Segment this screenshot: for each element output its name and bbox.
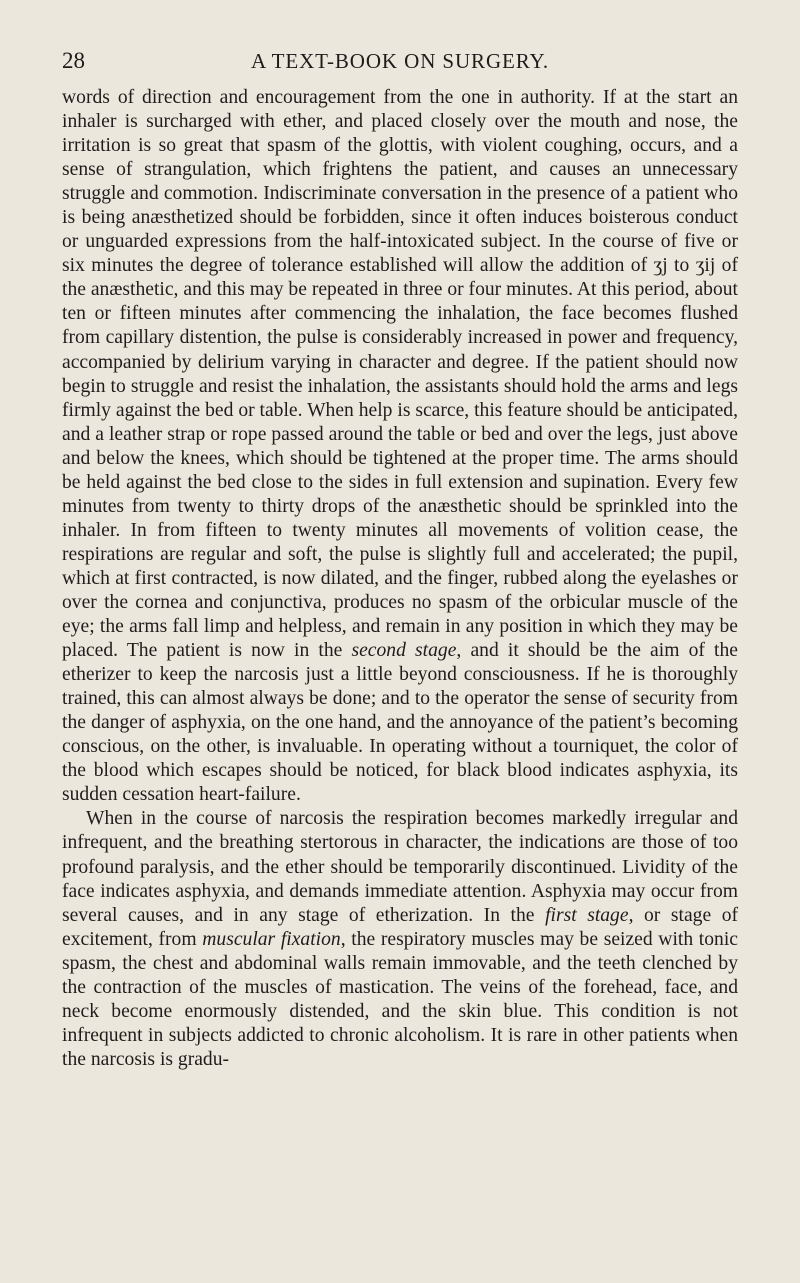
paragraph-1-text-a: words of direction and encouragement from the one in authority. If at the start an inhaler is surcharged with ether, and placed closely over the mouth and nose, the irritation is so great that spasm of the glottis, with violent coughing, occurs, and a sense of strangulation, which frightens the patient, and causes an unnecessary struggle and commotion. Indiscriminate conversation in the presence of a patient who is being anæsthetized should be forbidden, since it often induces boisterous conduct or unguarded expressions from the half-intoxicated subject. In the course of five or six minutes the degree of tolerance established will allow the addition of ʒj to ʒij of the anæsthetic, and this may be repeated in three or four minutes. At this period, about ten or fifteen minutes after commencing the inhalation, the face becomes flushed from capillary distention, the pulse is considerably increased in power and frequency, accompanied by delirium varying in character and degree. If the patient should now begin to struggle and resist the inhalation, the assistants should hold the arms and legs firmly against the bed or table. When help is scarce, this feature should be anticipated, and a leather strap or rope passed around the table or bed and over the legs, just above and below the knees, which should be tightened at the proper time. The arms should be held against the bed close to the sides in full extension and supination. Every few minutes from twenty to thirty drops of the anæsthetic should be sprinkled into the inhaler. In from fifteen to twenty minutes all movements of volition cease, the respirations are regular and soft, the pulse is slightly full and accelerated; the pupil, which at first contracted, is now dilated, and the finger, rubbed along the eyelashes or over the cornea and conjunctiva, produces no spasm of the orbicular muscle of the eye; the arms fall limp and helpless, and remain in any position in which they may be placed. The patient is now in the (62, 87, 738, 662)
running-title: A TEXT-BOOK ON SURGERY. (250, 49, 550, 73)
paragraph-2 (62, 807, 738, 1072)
paragraph-1 (62, 86, 738, 807)
page-header (62, 46, 738, 76)
italic-second-stage: second stage (351, 640, 457, 662)
page-number: 28 (62, 48, 85, 73)
italic-muscular-fixation: muscular fixation (202, 928, 341, 950)
italic-first-stage: first stage (545, 904, 629, 926)
paragraph-1-text-b: , and it should be the aim of the etherizer to keep the narcosis just a little beyond consciousness. If he is thoroughly trained, this can almost always be done; and to the operator the sense of security from the danger of asphyxia, on the one hand, and the annoyance of the patient’s becoming conscious, on the other, is invaluable. In operating without a tourniquet, the color of the blood which escapes should be noticed, for black blood indicates asphyxia, its sudden cessation heart-failure. (62, 640, 738, 806)
paragraph-2-text-c: , the respiratory muscles may be seized with tonic spasm, the chest and abdominal walls remain immovable, and the teeth clenched by the contraction of the muscles of mastication. The veins of the forehead, face, and neck become enormously distended, and the skin blue. This condition is not infrequent in subjects addicted to chronic alcoholism. It is rare in other patients when the narcosis is gradu- (62, 928, 738, 1070)
paragraph-2-text-b: , or stage of excitement, from (62, 904, 739, 950)
paragraph-2-text-a: When in the course of narcosis the respiration becomes markedly irregular and infrequent, and the breathing stertorous in character, the indications are those of too profound paralysis, and the ether should be temporarily discontinued. Lividity of the face indicates asphyxia, and demands immediate attention. Asphyxia may occur from several causes, and in any stage of etherization. In the (62, 808, 738, 926)
body-text (62, 86, 738, 1072)
